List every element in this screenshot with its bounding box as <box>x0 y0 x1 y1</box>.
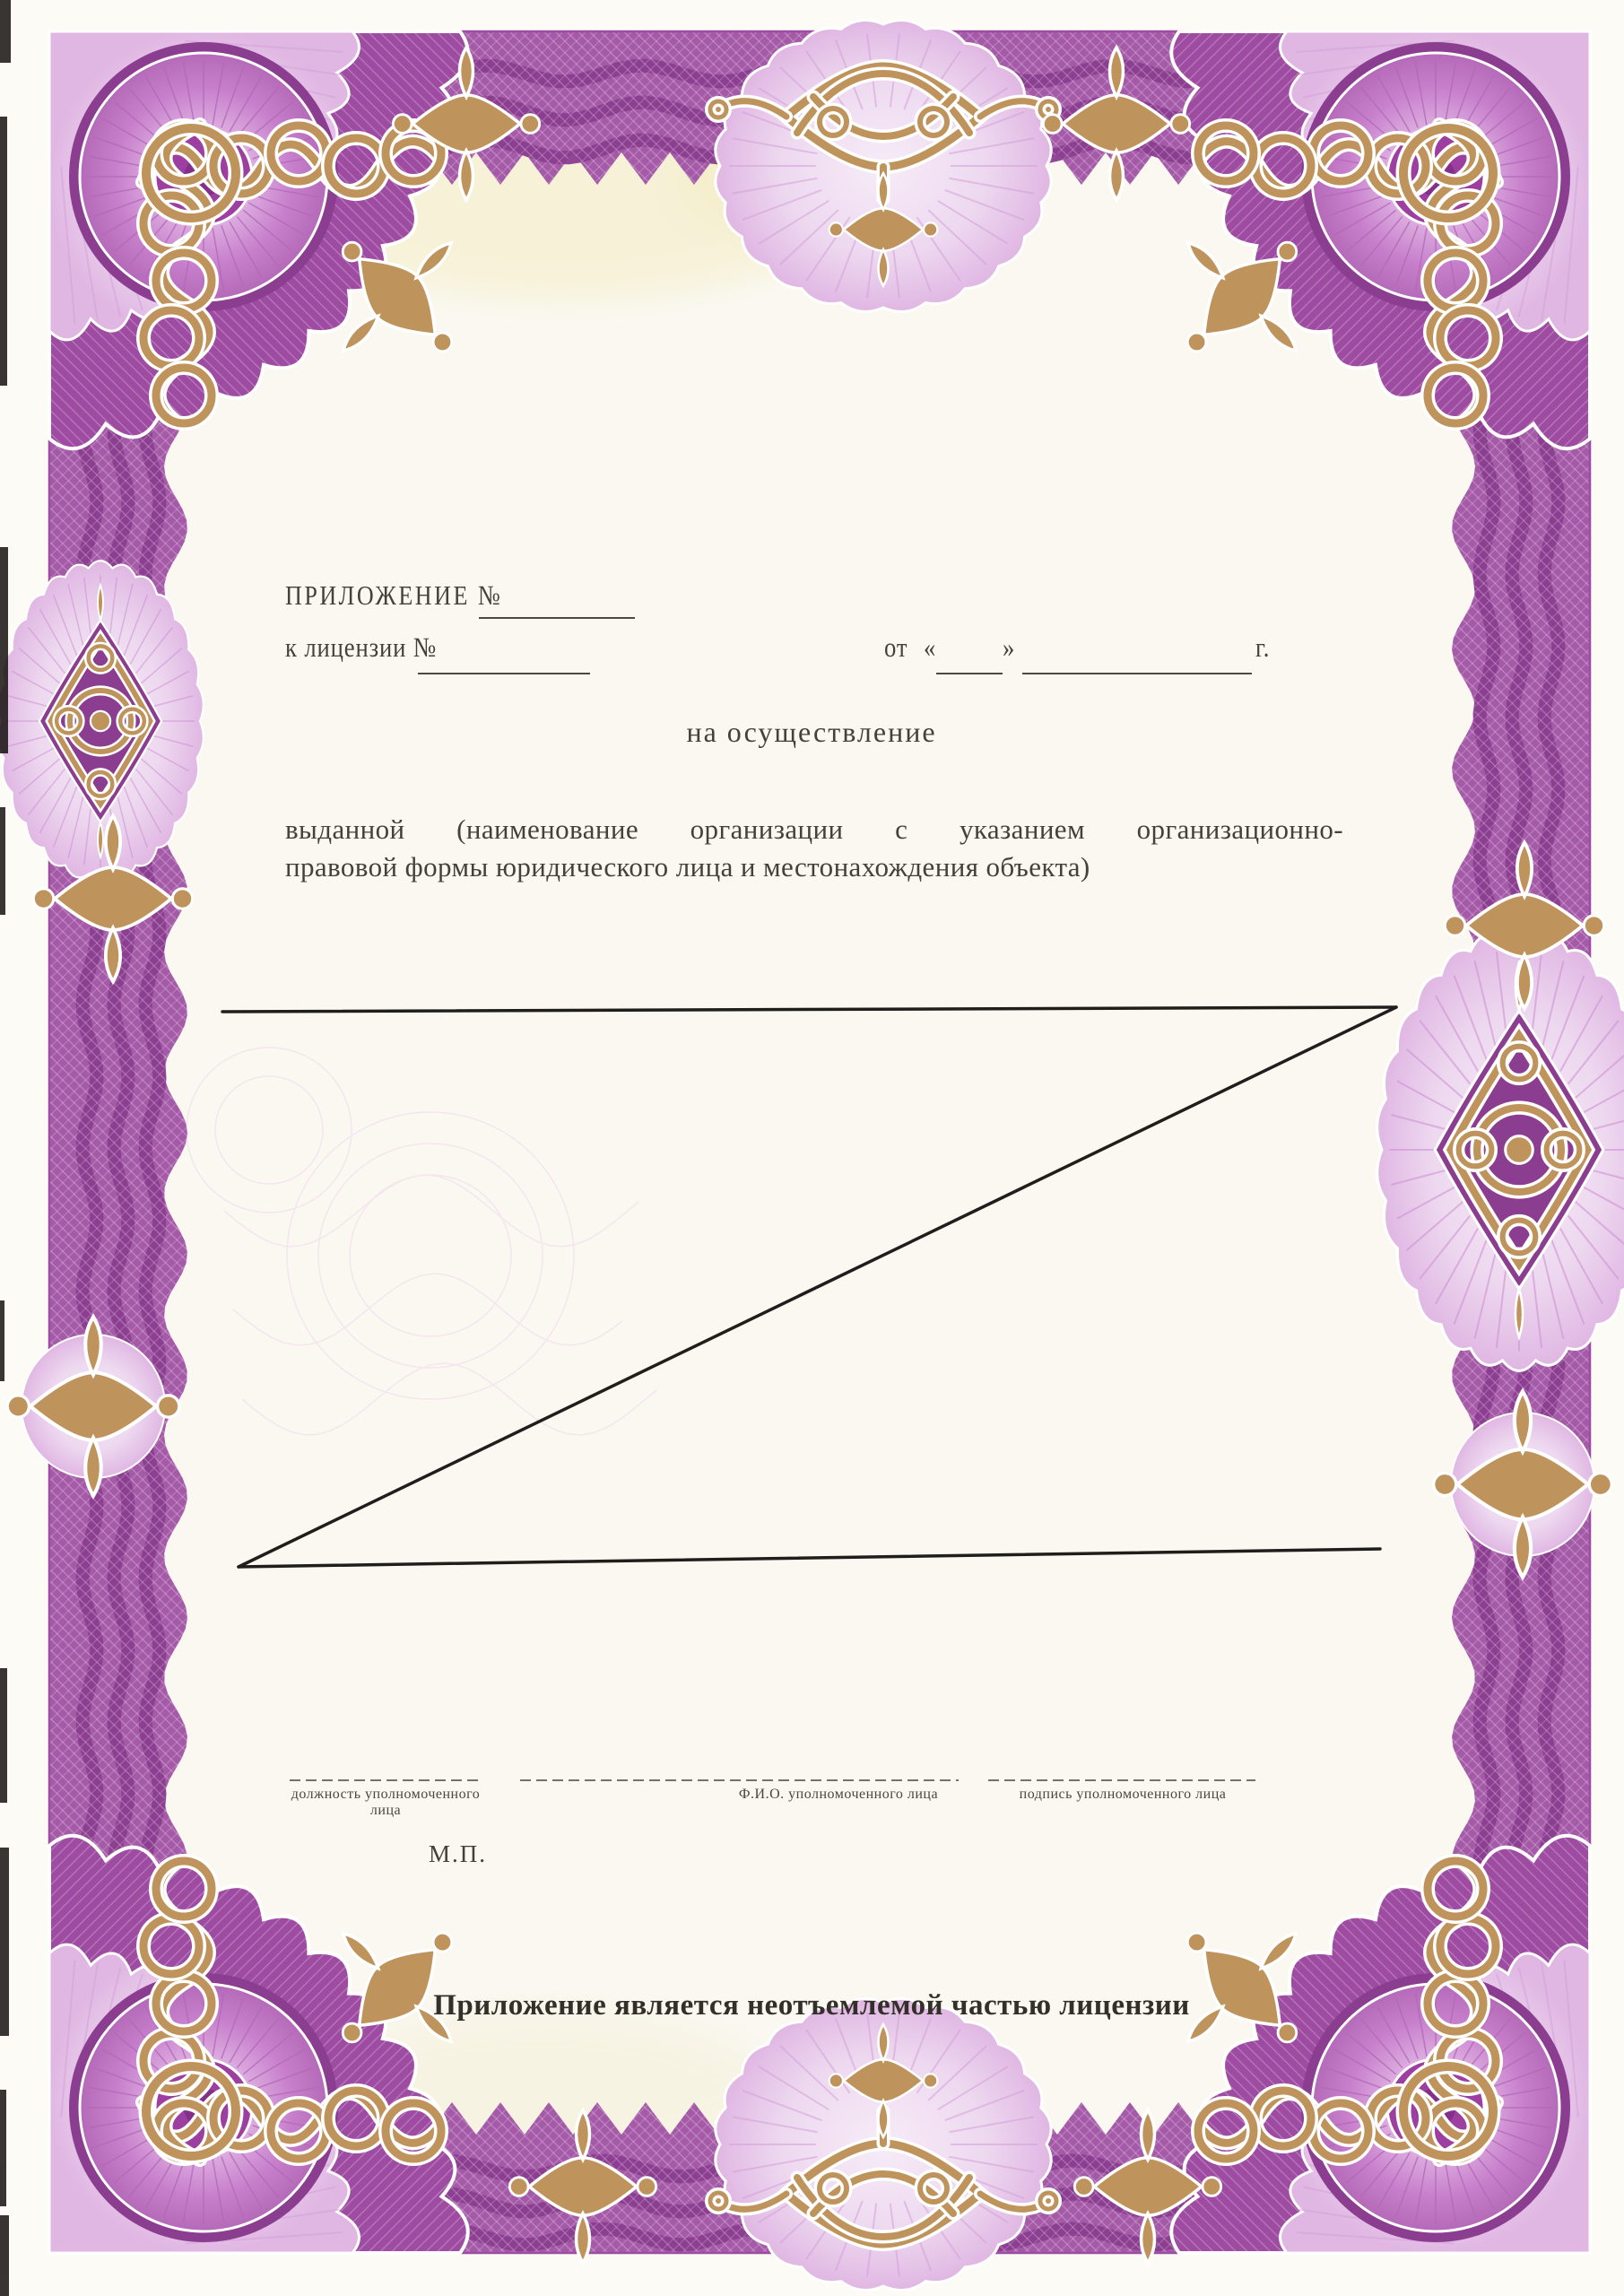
appendix-number-blank <box>479 617 635 619</box>
close-quote: » <box>1003 631 1016 663</box>
position-signature-label: должность уполномоченного лица <box>291 1787 481 1818</box>
footer-note: Приложение является неотъемлемой частью лицензии <box>433 1989 1190 2022</box>
medallion-ornament <box>0 561 204 882</box>
scan-edge-artifacts <box>0 0 11 2296</box>
position-signature-line <box>290 1779 482 1781</box>
issuer-note-line2: правовой формы юридического лица и местонахождения объекта) <box>285 851 1090 883</box>
seal-mark: М.П. <box>429 1840 488 1867</box>
license-prefix: к лицензии № <box>285 631 438 663</box>
day-blank <box>936 673 1003 674</box>
name-signature-label: Ф.И.О. уполномоченного лица <box>738 1787 939 1802</box>
sign-signature-line <box>988 1779 1255 1781</box>
issuer-note-line1: выданной (наименование организации с указанием организационно- <box>285 813 1343 845</box>
appendix-title: ПРИЛОЖЕНИЕ № <box>285 579 503 611</box>
open-quote: « <box>924 631 937 663</box>
sign-signature-label: подпись уполномоченного лица <box>1019 1787 1227 1802</box>
year-suffix: г. <box>1255 631 1271 663</box>
month-year-blank <box>1022 673 1252 674</box>
license-number-blank <box>418 673 590 674</box>
activity-line: на осуществление <box>686 716 937 748</box>
name-signature-line <box>520 1779 959 1781</box>
date-prefix: от <box>884 631 908 663</box>
